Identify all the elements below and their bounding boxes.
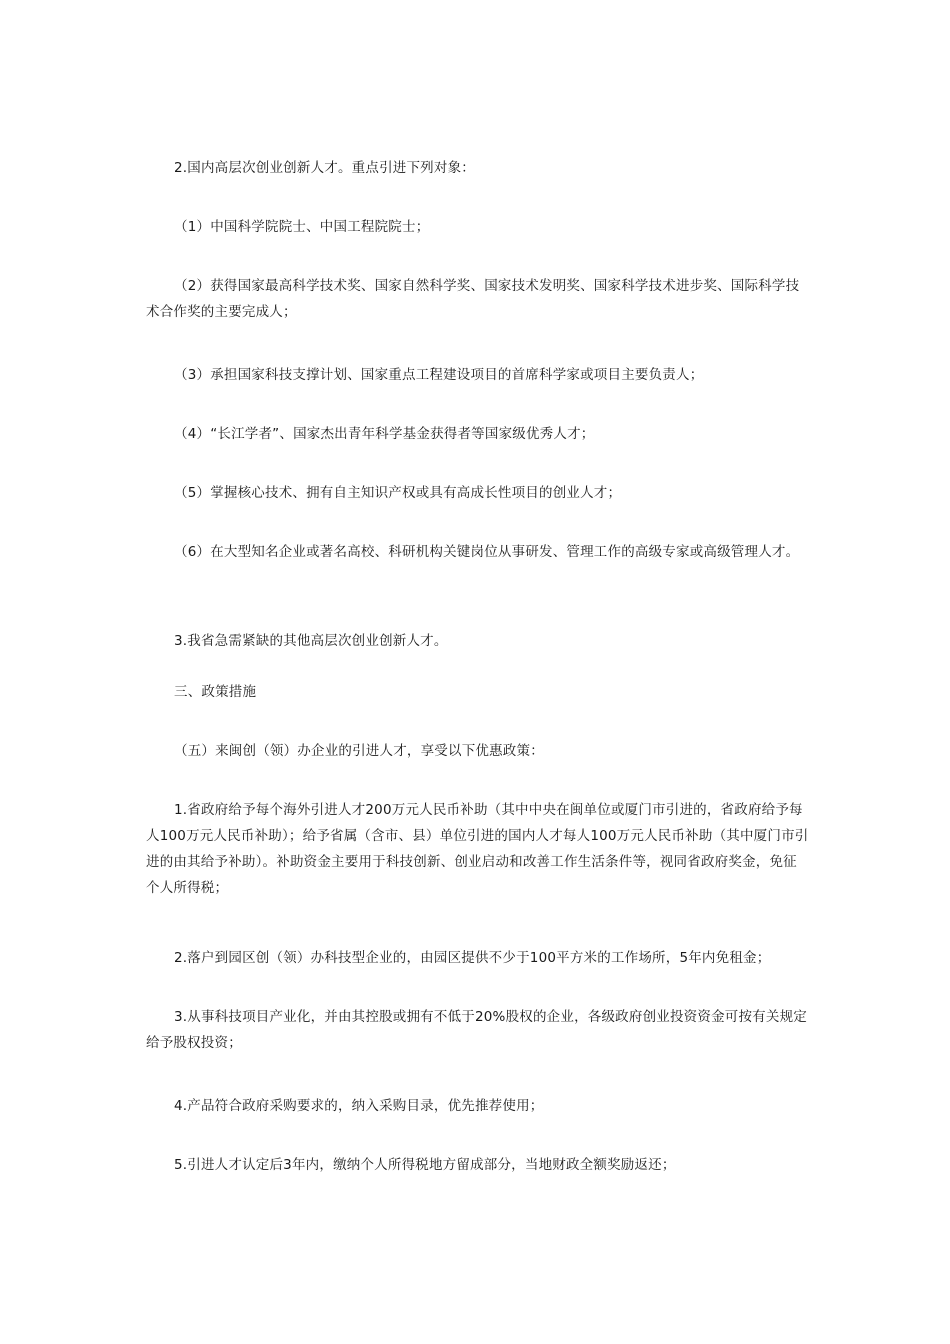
- paragraph-policy-2: 2.落户到园区创（领）办科技型企业的，由园区提供不少于100平方米的工作场所，5年内免租金；: [174, 950, 771, 966]
- paragraph-policy-5: 5.引进人才认定后3年内，缴纳个人所得税地方留成部分，当地财政全额奖励返还；: [174, 1157, 676, 1173]
- paragraph-item-6: （6）在大型知名企业或著名高校、科研机构关键岗位从事研发、管理工作的高级专家或高级管理人才。: [174, 544, 800, 560]
- paragraph-item-5: （5）掌握核心技术、拥有自主知识产权或具有高成长性项目的创业人才；: [174, 485, 622, 501]
- paragraph-policy-4: 4.产品符合政府采购要求的，纳入采购目录，优先推荐使用；: [174, 1098, 544, 1114]
- paragraph-item-2: （2）获得国家最高科学技术奖、国家自然科学奖、国家技术发明奖、国家科学技术进步奖、国际科学技术合作奖的主要完成人；: [146, 278, 800, 320]
- paragraph-item-4: （4）“长江学者”、国家杰出青年科学基金获得者等国家级优秀人才；: [174, 426, 595, 442]
- paragraph-item-1: （1）中国科学院院士、中国工程院院士；: [174, 219, 430, 235]
- paragraph-policy-1: 1.省政府给予每个海外引进人才200万元人民币补助（其中中央在闽单位或厦门市引进的，省政府给予每人100万元人民币补助）；给予省属（含市、县）单位引进的国内人才每人100万元人民币补助（其中厦门市引进的由其给予补助）。补助资金主要用于科技创新、创业启动和改善工作生活条件等，视同省政府奖金，免征个人所得税；: [146, 802, 809, 896]
- paragraph-domestic-talent: 2.国内高层次创业创新人才。重点引进下列对象：: [174, 160, 475, 176]
- paragraph-item-3: （3）承担国家科技支撑计划、国家重点工程建设项目的首席科学家或项目主要负责人；: [174, 367, 704, 383]
- section-heading-policy: 三、政策措施: [174, 684, 257, 700]
- paragraph-other-talent: 3.我省急需紧缺的其他高层次创业创新人才。: [174, 633, 448, 649]
- paragraph-preferential-policies: （五）来闽创（领）办企业的引进人才，享受以下优惠政策：: [174, 743, 544, 759]
- paragraph-policy-3: 3.从事科技项目产业化，并由其控股或拥有不低于20%股权的企业，各级政府创业投资资金可按有关规定给予股权投资；: [146, 1009, 807, 1051]
